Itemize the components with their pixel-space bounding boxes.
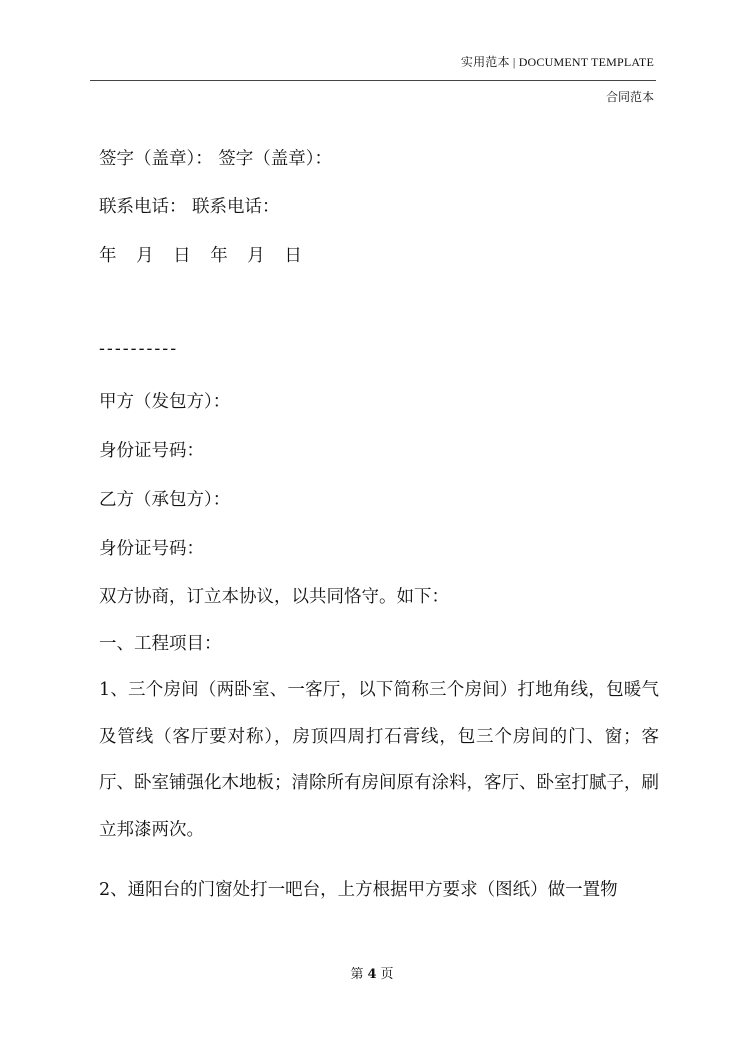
section-separator: ---------- — [99, 339, 179, 359]
header-subtitle: 合同范本 — [605, 90, 654, 104]
party-a-id-line: 身份证号码： — [99, 441, 204, 461]
header-title: 实用范本 | DOCUMENT TEMPLATE — [460, 55, 654, 69]
page-number — [0, 963, 744, 982]
phone-line: 联系电话： 联系电话： — [99, 197, 280, 217]
item-2-paragraph: 2、通阳台的门窗处打一吧台，上方根据甲方要求（图纸）做一置物 — [99, 880, 618, 900]
agreement-intro: 双方协商，订立本协议，以共同恪守。如下： — [99, 587, 449, 607]
header-divider — [90, 80, 656, 81]
signature-line: 签字（盖章）： 签字（盖章）： — [99, 149, 333, 169]
item-1-paragraph: 1、三个房间（两卧室、一客厅，以下简称三个房间）打地角线，包暖气及管线（客厅要对称），房顶四周打石膏线，包三个房间的门、窗；客厅、卧室铺强化木地板；清除所有房间原有涂料，客厅、卧室打腻子，刷立邦漆两次。 — [99, 680, 659, 840]
date-line: 年 月 日 年 月 日 — [99, 246, 309, 266]
party-b-id-line: 身份证号码： — [99, 539, 204, 559]
page-number-suffix: 页 — [380, 967, 394, 982]
page-number-prefix: 第 — [350, 967, 364, 982]
party-a-line: 甲方（发包方）： — [99, 392, 231, 412]
section-1-heading: 一、工程项目： — [99, 634, 222, 654]
party-b-line: 乙方（承包方）： — [99, 490, 231, 510]
page-number-value: 4 — [367, 967, 377, 982]
